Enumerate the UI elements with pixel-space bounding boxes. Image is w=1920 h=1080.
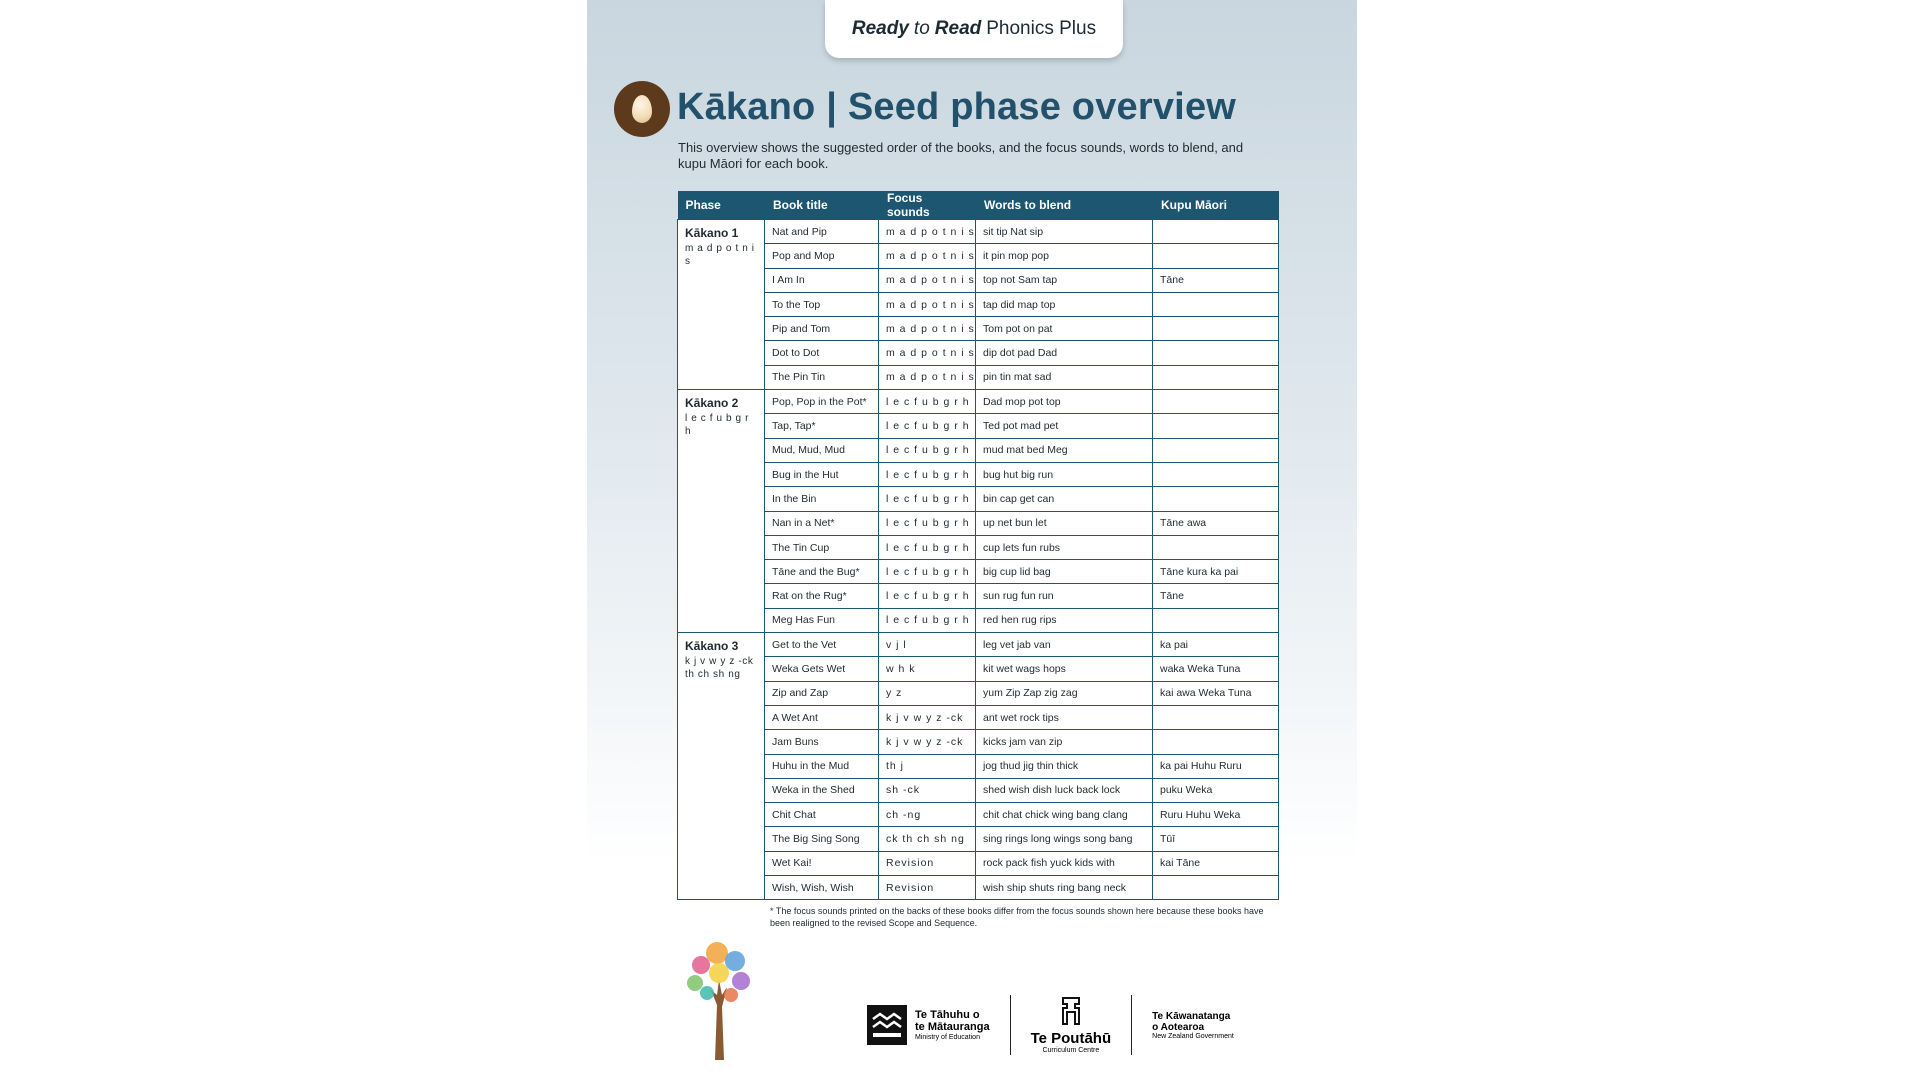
focus-sounds-cell: m a d p o t n i s bbox=[879, 244, 976, 268]
table-row bbox=[678, 633, 1279, 657]
focus-sounds-cell: Revision bbox=[879, 876, 976, 900]
brand-phonics: Phonics Plus bbox=[986, 18, 1097, 39]
words-to-blend-cell: top not Sam tap bbox=[976, 268, 1153, 292]
kupu-maori-cell bbox=[1153, 730, 1279, 754]
kupu-maori-cell bbox=[1153, 365, 1279, 389]
focus-sounds-cell: l e c f u b g r h bbox=[879, 560, 976, 584]
focus-sounds-cell: w h k bbox=[879, 657, 976, 681]
focus-sounds-cell: l e c f u b g r h bbox=[879, 487, 976, 511]
words-to-blend-cell: bug hut big run bbox=[976, 462, 1153, 486]
focus-sounds-cell: m a d p o t n i s bbox=[879, 292, 976, 316]
words-to-blend-cell: leg vet jab van bbox=[976, 633, 1153, 657]
moe-line3: Ministry of Education bbox=[915, 1033, 980, 1041]
words-to-blend-cell: kicks jam van zip bbox=[976, 730, 1153, 754]
words-to-blend-cell: ant wet rock tips bbox=[976, 705, 1153, 729]
focus-sounds-cell: v j l bbox=[879, 633, 976, 657]
words-to-blend-cell: chit chat chick wing bang clang bbox=[976, 803, 1153, 827]
kupu-maori-cell: kai Tāne bbox=[1153, 851, 1279, 875]
table-row bbox=[678, 462, 1279, 486]
phase-cell bbox=[678, 633, 765, 900]
table-row bbox=[678, 827, 1279, 851]
words-to-blend-cell: mud mat bed Meg bbox=[976, 438, 1153, 462]
brand-header bbox=[825, 0, 1123, 58]
table-row bbox=[678, 244, 1279, 268]
govt-line2: o Aotearoa bbox=[1152, 1021, 1205, 1033]
words-to-blend-cell: up net bun let bbox=[976, 511, 1153, 535]
kupu-maori-cell bbox=[1153, 220, 1279, 244]
words-to-blend-cell: it pin mop pop bbox=[976, 244, 1153, 268]
table-row bbox=[678, 778, 1279, 802]
table-row bbox=[678, 292, 1279, 316]
kupu-maori-cell bbox=[1153, 535, 1279, 559]
table-row bbox=[678, 754, 1279, 778]
logo-strip bbox=[867, 990, 1287, 1060]
book-title-cell: Weka in the Shed bbox=[765, 778, 879, 802]
header-focus-sounds: Focus sounds bbox=[879, 191, 976, 220]
brand-to: to bbox=[913, 18, 930, 39]
kupu-maori-cell bbox=[1153, 244, 1279, 268]
logo-divider bbox=[1010, 995, 1011, 1055]
words-to-blend-cell: kit wet wags hops bbox=[976, 657, 1153, 681]
words-to-blend-cell: shed wish dish luck back lock bbox=[976, 778, 1153, 802]
moe-emblem-icon bbox=[867, 1005, 907, 1045]
kupu-maori-cell bbox=[1153, 608, 1279, 632]
words-to-blend-cell: rock pack fish yuck kids with bbox=[976, 851, 1153, 875]
words-to-blend-cell: Tom pot on pat bbox=[976, 317, 1153, 341]
book-title-cell: Rat on the Rug* bbox=[765, 584, 879, 608]
moe-line1: Te Tāhuhu o bbox=[915, 1008, 980, 1021]
phase-sounds: m a d p o t n i s bbox=[685, 243, 755, 267]
book-title-cell: Pip and Tom bbox=[765, 317, 879, 341]
book-title-cell: Jam Buns bbox=[765, 730, 879, 754]
focus-sounds-cell: m a d p o t n i s bbox=[879, 220, 976, 244]
focus-sounds-cell: l e c f u b g r h bbox=[879, 390, 976, 414]
kupu-maori-cell bbox=[1153, 876, 1279, 900]
kupu-maori-cell: Tūī bbox=[1153, 827, 1279, 851]
focus-sounds-cell: ck th ch sh ng bbox=[879, 827, 976, 851]
words-to-blend-cell: cup lets fun rubs bbox=[976, 535, 1153, 559]
focus-sounds-cell: m a d p o t n i s bbox=[879, 365, 976, 389]
words-to-blend-cell: tap did map top bbox=[976, 292, 1153, 316]
table-body bbox=[678, 220, 1279, 900]
focus-sounds-cell: l e c f u b g r h bbox=[879, 438, 976, 462]
book-title-cell: Pop, Pop in the Pot* bbox=[765, 390, 879, 414]
poutahu-line1: Te Poutāhū bbox=[1030, 1030, 1112, 1047]
phase-sounds: k j v w y z -ck th ch sh ng bbox=[685, 656, 754, 681]
brand-read: Read bbox=[934, 18, 982, 39]
phase-cell bbox=[678, 390, 765, 633]
table-row bbox=[678, 705, 1279, 729]
focus-sounds-cell: y z bbox=[879, 681, 976, 705]
book-title-cell: Meg Has Fun bbox=[765, 608, 879, 632]
kupu-maori-cell: Tāne bbox=[1153, 584, 1279, 608]
table-row bbox=[678, 730, 1279, 754]
table-row bbox=[678, 365, 1279, 389]
book-title-cell: The Big Sing Song bbox=[765, 827, 879, 851]
kupu-maori-cell bbox=[1153, 438, 1279, 462]
table-row bbox=[678, 681, 1279, 705]
words-to-blend-cell: sit tip Nat sip bbox=[976, 220, 1153, 244]
poutahu-logo bbox=[1031, 996, 1112, 1054]
table-header-row bbox=[678, 191, 1279, 220]
kupu-maori-cell bbox=[1153, 317, 1279, 341]
words-to-blend-cell: Ted pot mad pet bbox=[976, 414, 1153, 438]
table-row bbox=[678, 803, 1279, 827]
kupu-maori-cell bbox=[1153, 341, 1279, 365]
focus-sounds-cell: m a d p o t n i s bbox=[879, 341, 976, 365]
kupu-maori-cell: puku Weka bbox=[1153, 778, 1279, 802]
header-phase: Phase bbox=[678, 191, 765, 220]
words-to-blend-cell: yum Zip Zap zig zag bbox=[976, 681, 1153, 705]
kupu-maori-cell: ka pai bbox=[1153, 633, 1279, 657]
words-to-blend-cell: big cup lid bag bbox=[976, 560, 1153, 584]
kupu-maori-cell: Ruru Huhu Weka bbox=[1153, 803, 1279, 827]
poutahu-emblem-icon bbox=[1059, 996, 1083, 1026]
table-row bbox=[678, 657, 1279, 681]
table-row bbox=[678, 851, 1279, 875]
book-title-cell: Nan in a Net* bbox=[765, 511, 879, 535]
book-title-cell: A Wet Ant bbox=[765, 705, 879, 729]
focus-sounds-cell: th j bbox=[879, 754, 976, 778]
table-row bbox=[678, 487, 1279, 511]
book-title-cell: Pop and Mop bbox=[765, 244, 879, 268]
table-row bbox=[678, 220, 1279, 244]
kupu-maori-cell bbox=[1153, 487, 1279, 511]
words-to-blend-cell: Dad mop pot top bbox=[976, 390, 1153, 414]
book-title-cell: Mud, Mud, Mud bbox=[765, 438, 879, 462]
words-to-blend-cell: wish ship shuts ring bang neck bbox=[976, 876, 1153, 900]
book-title-cell: The Tin Cup bbox=[765, 535, 879, 559]
table-row bbox=[678, 341, 1279, 365]
book-title-cell: Chit Chat bbox=[765, 803, 879, 827]
focus-sounds-cell: k j v w y z -ck bbox=[879, 705, 976, 729]
table-row bbox=[678, 876, 1279, 900]
kupu-maori-cell bbox=[1153, 462, 1279, 486]
ministry-of-education-logo bbox=[867, 1005, 990, 1045]
govt-line3: New Zealand Government bbox=[1152, 1032, 1234, 1040]
book-title-cell: Tāne and the Bug* bbox=[765, 560, 879, 584]
intro-text: This overview shows the suggested order of the books, and the focus sounds, words to blend, and kupu Māori for each book. bbox=[678, 140, 1244, 171]
words-to-blend-cell: sing rings long wings song bang bbox=[976, 827, 1153, 851]
book-title-cell: Dot to Dot bbox=[765, 341, 879, 365]
words-to-blend-cell: pin tin mat sad bbox=[976, 365, 1153, 389]
phase-sounds: l e c f u b g r h bbox=[685, 413, 750, 438]
table-row bbox=[678, 317, 1279, 341]
kupu-maori-cell: Tāne awa bbox=[1153, 511, 1279, 535]
nz-government-logo bbox=[1152, 1011, 1234, 1040]
page-title: Kākano | Seed phase overview bbox=[677, 86, 1237, 128]
kupu-maori-cell: Tāne kura ka pai bbox=[1153, 560, 1279, 584]
book-title-cell: Weka Gets Wet bbox=[765, 657, 879, 681]
header-words-to-blend: Words to blend bbox=[976, 191, 1153, 220]
words-to-blend-cell: dip dot pad Dad bbox=[976, 341, 1153, 365]
kupu-maori-cell bbox=[1153, 390, 1279, 414]
book-title-cell: Zip and Zap bbox=[765, 681, 879, 705]
table-row bbox=[678, 390, 1279, 414]
focus-sounds-cell: l e c f u b g r h bbox=[879, 511, 976, 535]
focus-sounds-cell: l e c f u b g r h bbox=[879, 535, 976, 559]
focus-sounds-cell: Revision bbox=[879, 851, 976, 875]
header-book-title: Book title bbox=[765, 191, 879, 220]
kupu-maori-cell: Tāne bbox=[1153, 268, 1279, 292]
table-row bbox=[678, 268, 1279, 292]
kupu-maori-cell bbox=[1153, 705, 1279, 729]
focus-sounds-cell: sh -ck bbox=[879, 778, 976, 802]
focus-sounds-cell: m a d p o t n i s bbox=[879, 317, 976, 341]
book-title-cell: I Am In bbox=[765, 268, 879, 292]
focus-sounds-cell: l e c f u b g r h bbox=[879, 462, 976, 486]
focus-sounds-cell: m a d p o t n i s bbox=[879, 268, 976, 292]
book-title-cell: Huhu in the Mud bbox=[765, 754, 879, 778]
table-row bbox=[678, 584, 1279, 608]
phase-cell bbox=[678, 220, 765, 390]
phase-name: Kākano 3 bbox=[685, 639, 739, 654]
kupu-maori-cell: ka pai Huhu Ruru bbox=[1153, 754, 1279, 778]
table-row bbox=[678, 535, 1279, 559]
footnote: * The focus sounds printed on the backs of these books differ from the focus sounds shown here because these books have been realigned to the revised Scope and Sequence. bbox=[770, 906, 1264, 928]
words-to-blend-cell: sun rug fun run bbox=[976, 584, 1153, 608]
book-title-cell: Wet Kai! bbox=[765, 851, 879, 875]
focus-sounds-cell: ch -ng bbox=[879, 803, 976, 827]
focus-sounds-cell: l e c f u b g r h bbox=[879, 584, 976, 608]
book-title-cell: Tap, Tap* bbox=[765, 414, 879, 438]
logo-divider bbox=[1131, 995, 1132, 1055]
words-to-blend-cell: red hen rug rips bbox=[976, 608, 1153, 632]
document-page bbox=[587, 0, 1357, 1080]
focus-sounds-cell: l e c f u b g r h bbox=[879, 414, 976, 438]
words-to-blend-cell: jog thud jig thin thick bbox=[976, 754, 1153, 778]
brand-ready: Ready bbox=[851, 18, 909, 39]
table-row bbox=[678, 438, 1279, 462]
phase-name: Kākano 2 bbox=[685, 396, 739, 411]
govt-line1: Te Kāwanatanga bbox=[1152, 1010, 1231, 1022]
moe-line2: te Mātauranga bbox=[915, 1020, 990, 1033]
book-title-cell: The Pin Tin bbox=[765, 365, 879, 389]
tree-illustration bbox=[679, 935, 759, 1060]
kupu-maori-cell bbox=[1153, 414, 1279, 438]
book-title-cell: To the Top bbox=[765, 292, 879, 316]
kupu-maori-cell: kai awa Weka Tuna bbox=[1153, 681, 1279, 705]
table-row bbox=[678, 560, 1279, 584]
overview-table bbox=[677, 191, 1279, 900]
book-title-cell: Get to the Vet bbox=[765, 633, 879, 657]
kupu-maori-cell bbox=[1153, 292, 1279, 316]
phase-name: Kākano 1 bbox=[685, 226, 739, 240]
book-title-cell: In the Bin bbox=[765, 487, 879, 511]
table-row bbox=[678, 608, 1279, 632]
table-row bbox=[678, 414, 1279, 438]
book-title-cell: Bug in the Hut bbox=[765, 462, 879, 486]
focus-sounds-cell: l e c f u b g r h bbox=[879, 608, 976, 632]
words-to-blend-cell: bin cap get can bbox=[976, 487, 1153, 511]
poutahu-line2: Curriculum Centre bbox=[1042, 1047, 1100, 1054]
kupu-maori-cell: waka Weka Tuna bbox=[1153, 657, 1279, 681]
table-row bbox=[678, 511, 1279, 535]
header-kupu-maori: Kupu Māori bbox=[1153, 191, 1279, 220]
seed-icon bbox=[614, 81, 670, 137]
book-title-cell: Wish, Wish, Wish bbox=[765, 876, 879, 900]
focus-sounds-cell: k j v w y z -ck bbox=[879, 730, 976, 754]
book-title-cell: Nat and Pip bbox=[765, 220, 879, 244]
